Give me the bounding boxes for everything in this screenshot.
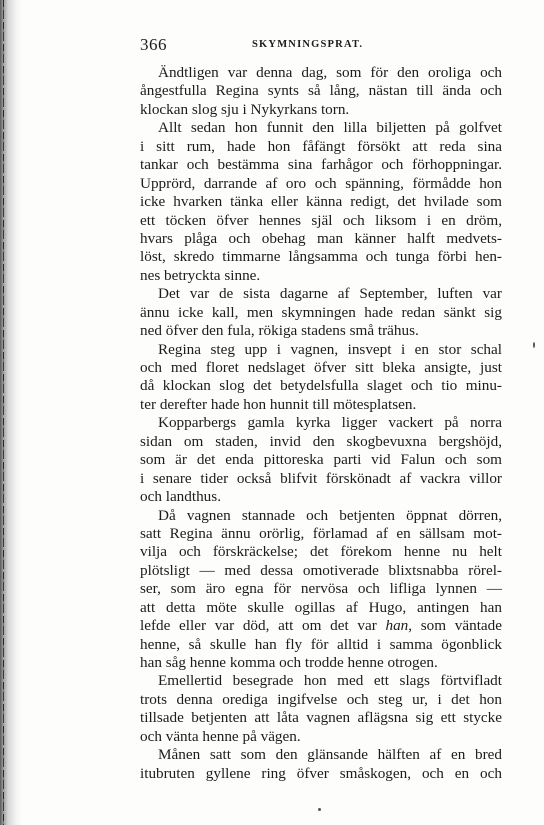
text-line: lefde eller var död, att om det var han, som väntade (140, 617, 502, 635)
text-line: vilja och förskräckelse; det förekom henne nu helt (140, 543, 502, 561)
text-line: ned öfver den fula, rökiga stadens små trähus. (140, 322, 419, 340)
text-line: Då vagnen stannade och betjenten öppnat dörren, (158, 506, 502, 524)
ink-speck (533, 342, 535, 348)
text-line: i sitt rum, hade hon fåfängt försökt att reda sina (140, 137, 502, 155)
text-line: sidan om staden, invid den skogbevuxna bergshöjd, (140, 432, 502, 450)
text-line: löst, skredo timmarne långsamma och tunga förbi hen- (140, 248, 502, 266)
text-line: och vänta henne på vägen. (140, 727, 301, 745)
emphasized-word: han (385, 617, 409, 635)
text-line: Det var de sista dagarne af September, luften var (158, 285, 502, 303)
text-line: klockan slog sju i Nykyrkans torn. (140, 100, 350, 118)
text-line: Ändtligen var denna dag, som för den oroliga och (158, 64, 502, 81)
text-line: ser, som äro egna för nervösa och lifliga lynnen — (140, 580, 502, 598)
text-line: plötsligt — med dessa omotiverade blixtsnabba rörel- (140, 561, 502, 579)
text-line: ter derefter hade hon hunnit till mötesplatsen. (140, 395, 417, 413)
text-line: nes betryckta sinne. (140, 266, 261, 284)
text-line: Regina steg upp i vagnen, insvept i en stor schal (158, 340, 502, 358)
text-line: Allt sedan hon funnit den lilla biljetten på golfvet (158, 119, 502, 137)
text-line: satt Regina ännu orörlig, förlamad af en sällsam mot- (140, 524, 502, 542)
text-line: trots denna orediga ingifvelse och steg ur, i det hon (140, 690, 502, 708)
text-line: han såg henne komma och trodde henne otrogen. (140, 654, 438, 671)
text-line: Kopparbergs gamla kyrka ligger vackert på norra (158, 414, 502, 432)
text-line: itubruten gyllene ring öfver småskogen, och en och (140, 764, 502, 782)
text-line: ett töcken öfver hennes själ och liksom i en dröm, (140, 211, 502, 229)
text-line: icke hvarken tänka eller känna redigt, det hvilade som (140, 193, 502, 211)
text-line: henne, så skulle han fly för alltid i samma ögonblick (140, 635, 502, 653)
scan-edge-line (3, 0, 4, 825)
text-line: hvars plåga och obehag man känner halft medvets- (140, 229, 502, 247)
text-line: att detta möte skulle ogillas af Hugo, antingen han (140, 598, 502, 616)
text-line: tankar och bestämma sina farhågor och förhoppningar. (140, 156, 502, 174)
running-head: SKYMNINGSPRAT. (252, 39, 364, 50)
body-text (140, 64, 502, 783)
text-line: och med floret nedslaget öfver sitt bleka ansigte, just (140, 359, 502, 376)
text-line: Emellertid besegrade hon med ett slags förtvifladt (158, 672, 502, 690)
text-line: tillsade betjenten att låta vagnen aflägsna sig ett stycke (140, 709, 502, 727)
text-line: ännu icke kall, men skymningen hade redan sänkt sig (140, 303, 502, 321)
page-number: 366 (140, 35, 167, 54)
text-line: som är det enda pittoreska parti vid Falun och som (140, 451, 502, 469)
text-line: Upprörd, darrande af oro och spänning, förmådde hon (140, 174, 502, 192)
text-line: ångestfulla Regina synts så lång, nästan till ända och (140, 82, 502, 100)
page-header (140, 35, 502, 55)
ink-speck (318, 808, 321, 811)
text-line: då klockan slog det betydelsfulla slaget och tio minu- (140, 377, 502, 395)
text-line: i senare tider också blifvit förskönadt af vackra villor (140, 469, 502, 487)
text-line: Månen satt som den glänsande hälften af en bred (158, 746, 502, 764)
text-line: och landthus. (140, 488, 221, 506)
